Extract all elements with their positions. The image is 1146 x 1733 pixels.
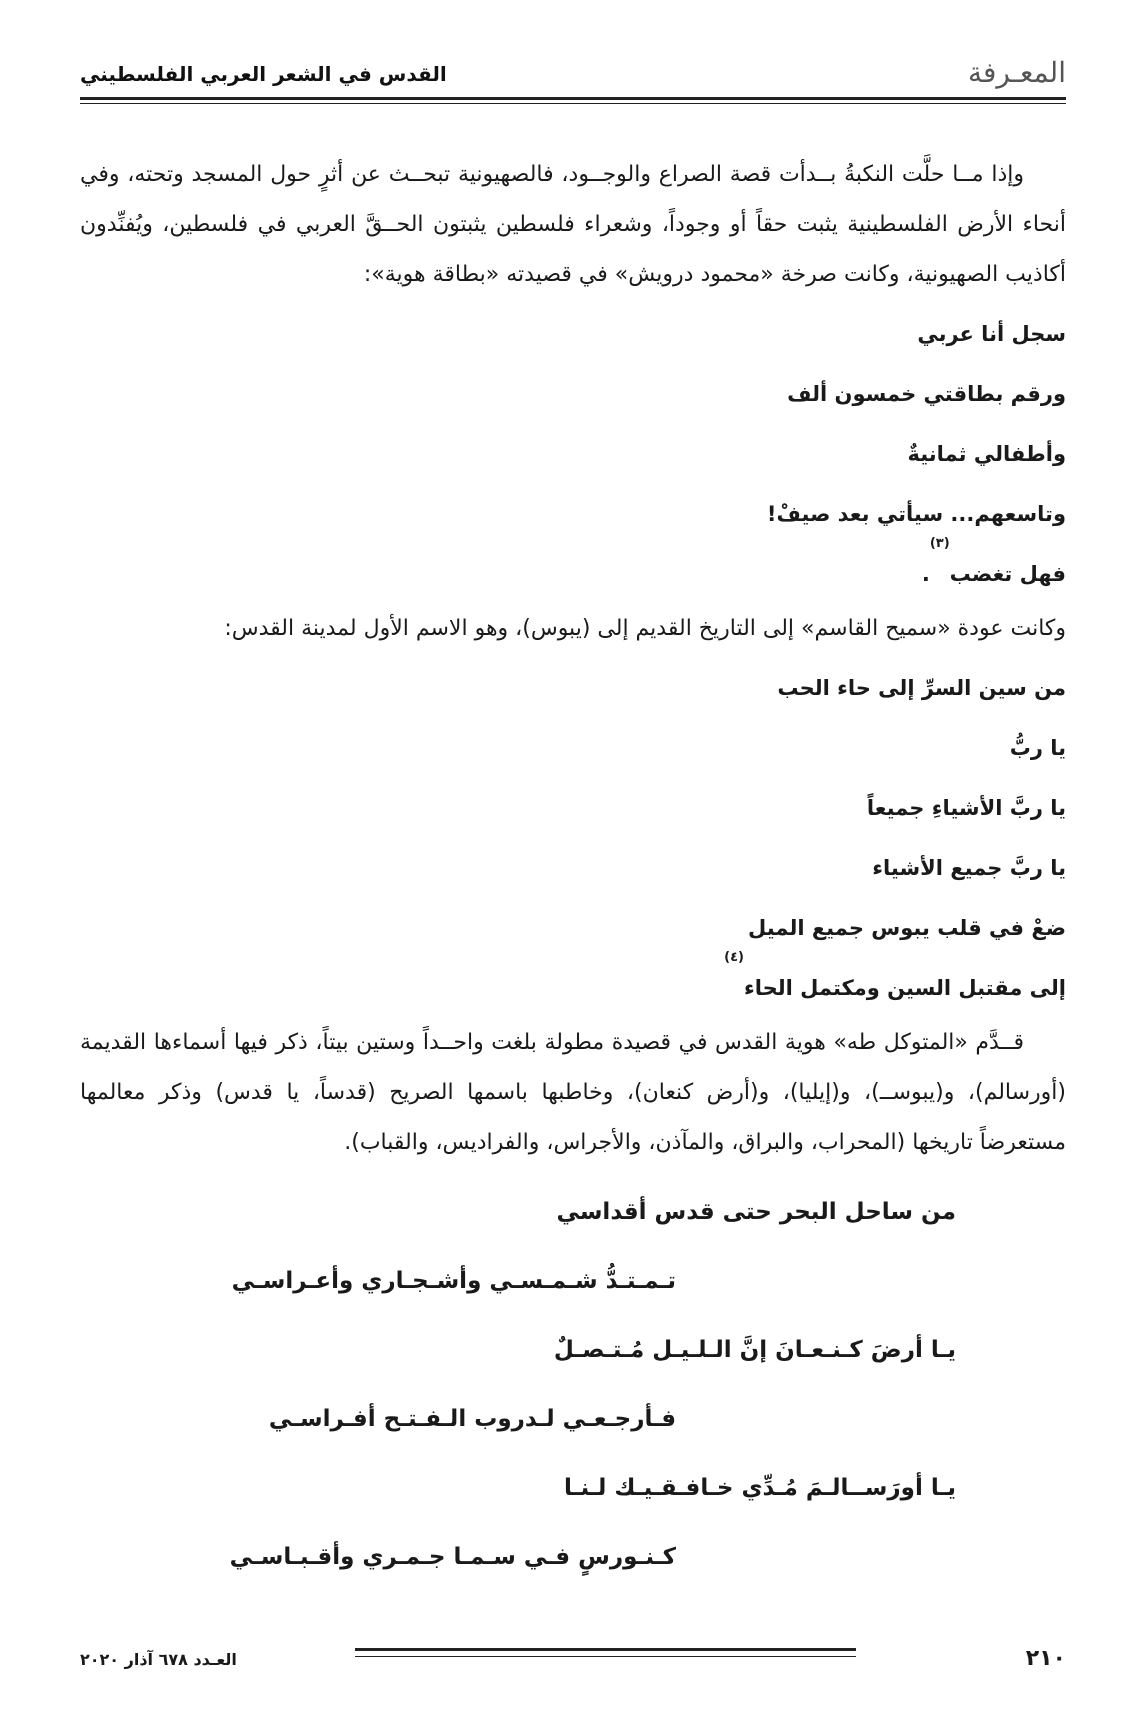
header-rule (80, 97, 1066, 100)
verse-line: يا ربَّ الأشياءِ جميعاً (866, 796, 1066, 820)
verse-line: وأطفالي ثمانيةٌ (907, 442, 1066, 466)
footnote-ref-3: (٣) (929, 536, 950, 551)
verse-end-mark: . (921, 562, 930, 586)
verse-line: ضعْ في قلب يبوس جميع الميل (748, 916, 1066, 940)
footer-rule (355, 1648, 856, 1651)
verse-line-text: فهل تغضب (949, 562, 1066, 586)
poem-line: فـأرجـعـي لـدروب الـفـتـح أفـراسـي (268, 1406, 676, 1432)
page-body (80, 150, 1066, 1592)
poem-line: يـا أورَســالـمَ مُـدِّي خـافـقـيـك لـنـا (563, 1475, 956, 1501)
verse-line-text: إلى مقتبل السين ومكتمل الحاء (743, 976, 1066, 1000)
poem-line: يـا أرضَ كـنـعـانَ إنَّ الـلـيـل مُـتـصـلٌ (553, 1337, 956, 1363)
verse-line: من سين السرِّ إلى حاء الحب (777, 676, 1066, 700)
poem-line: كـنـورسٍ فـي سـمـا جـمـري وأقـبـاسـي (229, 1544, 676, 1570)
paragraph-3: قــدَّم «المتوكل طه» هوية القدس في قصيدة مطولة بلغت واحــداً وستين بيتاً، ذكر فيها أسماءها القديمة (أورسالم)، و(يبوســ)، و(إيليا)، و(أرض كنعان)، وخاطبها باسمها الصريح (قدساً، يا قدس) وذكر معالمها مستعرضاً تاريخها (المحراب، والبراق، والمآذن، والأجراس، والفراديس، والقباب). (80, 1030, 1066, 1155)
poem-taha (80, 1178, 1066, 1592)
poem-line: من ساحل البحر حتى قدس أقداسي (556, 1199, 956, 1225)
poem-line: تـمـتـدُّ شـمـسـي وأشـجـاري وأعـراسـي (231, 1268, 676, 1294)
page-number: ٢١٠ (1025, 1646, 1066, 1671)
verse-line: وتاسعهم... سيأتي بعد صيفْ! (766, 502, 1066, 526)
running-title: القدس في الشعر العربي الفلسطيني (80, 62, 447, 86)
verse-line: ورقم بطاقتي خمسون ألف (787, 382, 1066, 406)
paragraph-1: وإذا مــا حلَّت النكبةُ بــدأت قصة الصراع والوجــود، فالصهيونية تبحــث عن أثرٍ حول المسجد وتحته، وفي أنحاء الأرض الفلسطينية يثبت حقاً أو وجوداً، وشعراء فلسطين يثبتون الحــقَّ العربي في فلسطين، ويُفنِّدون أكاذيب الصهيونية، وكانت صرخة «محمود درويش» في قصيدته «بطاقة هوية»: (80, 162, 1066, 287)
verse-line: يا ربَّ جميع الأشياء (872, 856, 1066, 880)
paragraph-2: وكانت عودة «سميح القاسم» إلى التاريخ القديم إلى (يبوس)، وهو الاسم الأول لمدينة القدس: (224, 616, 1066, 641)
footnote-ref-4: (٤) (724, 950, 744, 965)
verse-line (80, 950, 1066, 1018)
issue-info: العـدد ٦٧٨ آذار ٢٠٢٠ (80, 1650, 237, 1669)
verse-qasim (80, 658, 1066, 1018)
footer-rule-thin (355, 1656, 856, 1657)
verse-line: سجل أنا عربي (917, 322, 1066, 346)
verse-line (80, 536, 1066, 604)
page-header (80, 52, 1066, 98)
journal-logo: المعـرفة (967, 56, 1066, 89)
verse-darwish (80, 304, 1066, 604)
verse-line: يا ربُّ (1009, 736, 1066, 760)
header-rule-thin (80, 103, 1066, 104)
